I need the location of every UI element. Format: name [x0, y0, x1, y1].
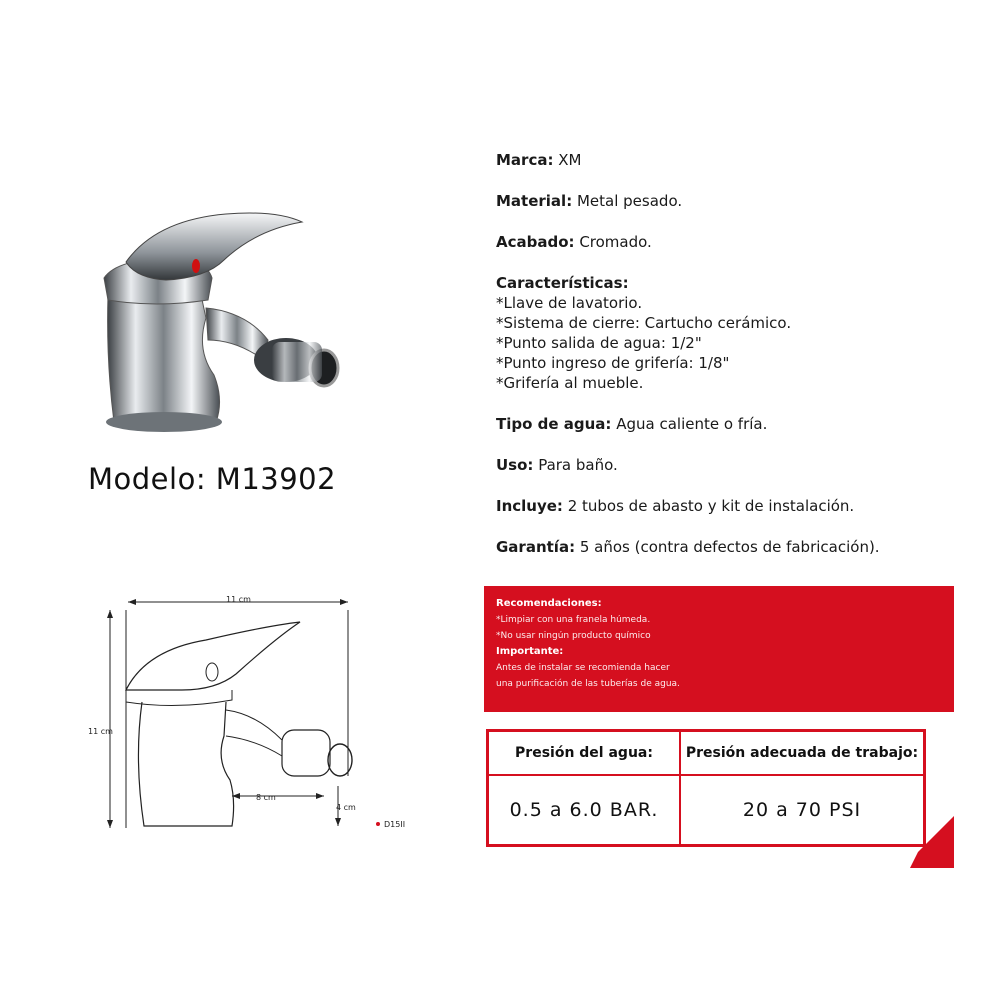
recommendations-title: Recomendaciones: — [496, 598, 602, 609]
feature-item: *Llave de lavatorio. — [496, 294, 643, 312]
faucet-photo — [96, 200, 366, 440]
feature-item: *Sistema de cierre: Cartucho cerámico. — [496, 314, 792, 332]
column-header: Presión adecuada de trabajo: — [680, 731, 925, 776]
spec-row — [496, 455, 976, 475]
pressure-table — [486, 729, 926, 847]
spec-value: 5 años (contra defectos de fabricación). — [579, 538, 880, 556]
spec-value: Agua caliente o fría. — [616, 415, 768, 433]
spec-row — [496, 537, 976, 557]
spec-key: Incluye: — [496, 497, 563, 515]
spec-value: Metal pesado. — [576, 192, 683, 210]
spec-row — [496, 191, 976, 211]
spec-value: Para baño. — [538, 456, 618, 474]
recommendations-box — [484, 586, 954, 712]
important-line: una purificación de las tuberías de agua. — [496, 679, 680, 689]
spec-value: Cromado. — [579, 233, 652, 251]
pressure-psi-value: 20 a 70 PSI — [680, 775, 925, 846]
dimension-diagram — [86, 590, 426, 840]
spec-key: Acabado: — [496, 233, 575, 251]
spec-key: Marca: — [496, 151, 554, 169]
table-header-row — [488, 731, 925, 776]
spec-value: XM — [558, 151, 582, 169]
important-title: Importante: — [496, 646, 564, 657]
width-label: 11 cm — [226, 595, 251, 604]
small-label: 4 cm — [336, 803, 356, 812]
feature-item: *Punto salida de agua: 1/2" — [496, 334, 702, 352]
spec-key: Garantía: — [496, 538, 576, 556]
pressure-bar-value: 0.5 a 6.0 BAR. — [488, 775, 681, 846]
features-block — [496, 273, 976, 393]
spec-value: 2 tubos de abasto y kit de instalación. — [567, 497, 855, 515]
spec-key: Uso: — [496, 456, 534, 474]
table-row — [488, 775, 925, 846]
height-label: 11 cm — [88, 727, 113, 736]
spec-key: Tipo de agua: — [496, 415, 612, 433]
feature-item: *Grifería al mueble. — [496, 374, 644, 392]
spec-list — [496, 150, 976, 578]
spec-row — [496, 232, 976, 252]
recommendation-line: *Limpiar con una franela húmeda. — [496, 615, 651, 625]
model-title: Modelo: M13902 — [88, 462, 337, 496]
spec-row — [496, 496, 976, 516]
depth-label: 8 cm — [256, 793, 276, 802]
spec-row — [496, 414, 976, 434]
ref-label: D15II — [384, 820, 406, 829]
recommendation-line: *No usar ningún producto químico — [496, 631, 651, 641]
decorative-corner — [910, 816, 954, 868]
spec-row — [496, 150, 976, 170]
spec-key: Material: — [496, 192, 573, 210]
important-line: Antes de instalar se recomienda hacer — [496, 663, 670, 673]
features-title: Características: — [496, 274, 629, 292]
feature-item: *Punto ingreso de grifería: 1/8" — [496, 354, 730, 372]
column-header: Presión del agua: — [488, 731, 681, 776]
